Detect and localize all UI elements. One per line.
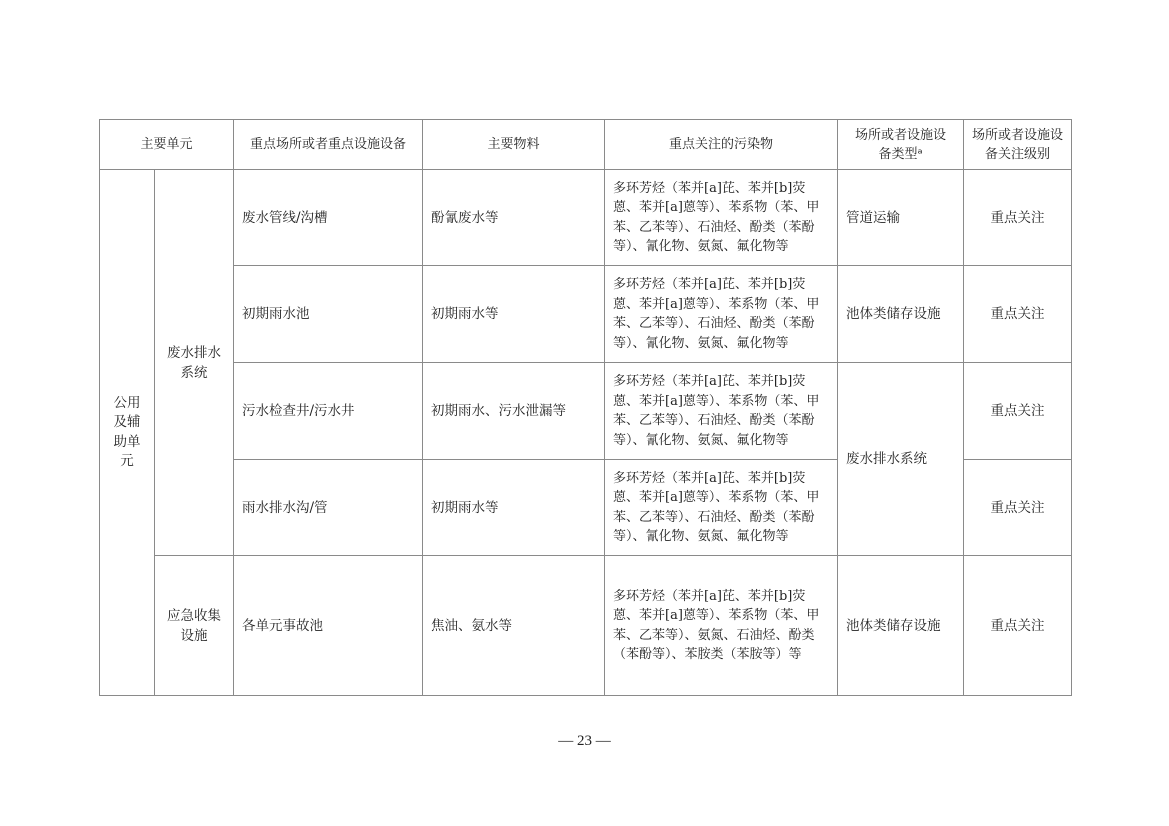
- page-number: — 23 —: [558, 733, 611, 749]
- material-cell: 初期雨水等: [423, 460, 605, 556]
- header-type: 场所或者设施设备类型ᵃ: [838, 120, 964, 170]
- subgroup-cell: [155, 170, 234, 556]
- material-cell: 初期雨水、污水泄漏等: [423, 363, 605, 460]
- facility-cell: 废水管线/沟槽: [234, 170, 423, 266]
- table-row: [100, 363, 1072, 460]
- level-cell: 重点关注: [964, 556, 1072, 696]
- level-cell: 重点关注: [964, 266, 1072, 363]
- level-cell: 重点关注: [964, 170, 1072, 266]
- material-cell: 焦油、氨水等: [423, 556, 605, 696]
- table-row: [100, 556, 1072, 696]
- pollutant-cell: 多环芳烃（苯并[a]芘、苯并[b]荧蒽、苯并[a]蒽等）、苯系物（苯、甲苯、乙苯等）、石油烃、酚类（苯酚等）、氰化物、氨氮、氟化物等: [605, 266, 838, 363]
- type-cell: 池体类储存设施: [838, 266, 964, 363]
- level-cell: 重点关注: [964, 460, 1072, 556]
- type-cell: 管道运输: [838, 170, 964, 266]
- type-cell: 废水排水系统: [838, 363, 964, 556]
- material-cell: 初期雨水等: [423, 266, 605, 363]
- facility-cell: 雨水排水沟/管: [234, 460, 423, 556]
- header-level: 场所或者设施设备关注级别: [964, 120, 1072, 170]
- facility-cell: 各单元事故池: [234, 556, 423, 696]
- header-facility: 重点场所或者重点设施设备: [234, 120, 423, 170]
- pollutant-facility-table: [99, 119, 1072, 696]
- level-cell: 重点关注: [964, 363, 1072, 460]
- table-row: [100, 170, 1072, 266]
- table-row: [100, 266, 1072, 363]
- facility-cell: 污水检查井/污水井: [234, 363, 423, 460]
- pollutant-cell: 多环芳烃（苯并[a]芘、苯并[b]荧蒽、苯并[a]蒽等）、苯系物（苯、甲苯、乙苯等）、石油烃、酚类（苯酚等）、氰化物、氨氮、氟化物等: [605, 363, 838, 460]
- header-material: 主要物料: [423, 120, 605, 170]
- pollutant-cell: 多环芳烃（苯并[a]芘、苯并[b]荧蒽、苯并[a]蒽等）、苯系物（苯、甲苯、乙苯等）、石油烃、酚类（苯酚等）、氰化物、氨氮、氟化物等: [605, 460, 838, 556]
- group-cell: 公用及辅助单元: [100, 170, 155, 696]
- header-pollutant: 重点关注的污染物: [605, 120, 838, 170]
- subgroup-emergency: 应急收集设施: [155, 556, 234, 696]
- pollutant-cell: 多环芳烃（苯并[a]芘、苯并[b]荧蒽、苯并[a]蒽等）、苯系物（苯、甲苯、乙苯等）、氨氮、石油烃、酚类（苯酚等）、苯胺类（苯胺等）等: [605, 556, 838, 696]
- pollutant-cell: 多环芳烃（苯并[a]芘、苯并[b]荧蒽、苯并[a]蒽等）、苯系物（苯、甲苯、乙苯等）、石油烃、酚类（苯酚等）、氰化物、氨氮、氟化物等: [605, 170, 838, 266]
- subgroup-drainage: 废水排水系统: [167, 344, 221, 381]
- table-header-row: [100, 120, 1072, 170]
- material-cell: 酚氰废水等: [423, 170, 605, 266]
- type-cell: 池体类储存设施: [838, 556, 964, 696]
- header-main-unit: 主要单元: [100, 120, 234, 170]
- facility-cell: 初期雨水池: [234, 266, 423, 363]
